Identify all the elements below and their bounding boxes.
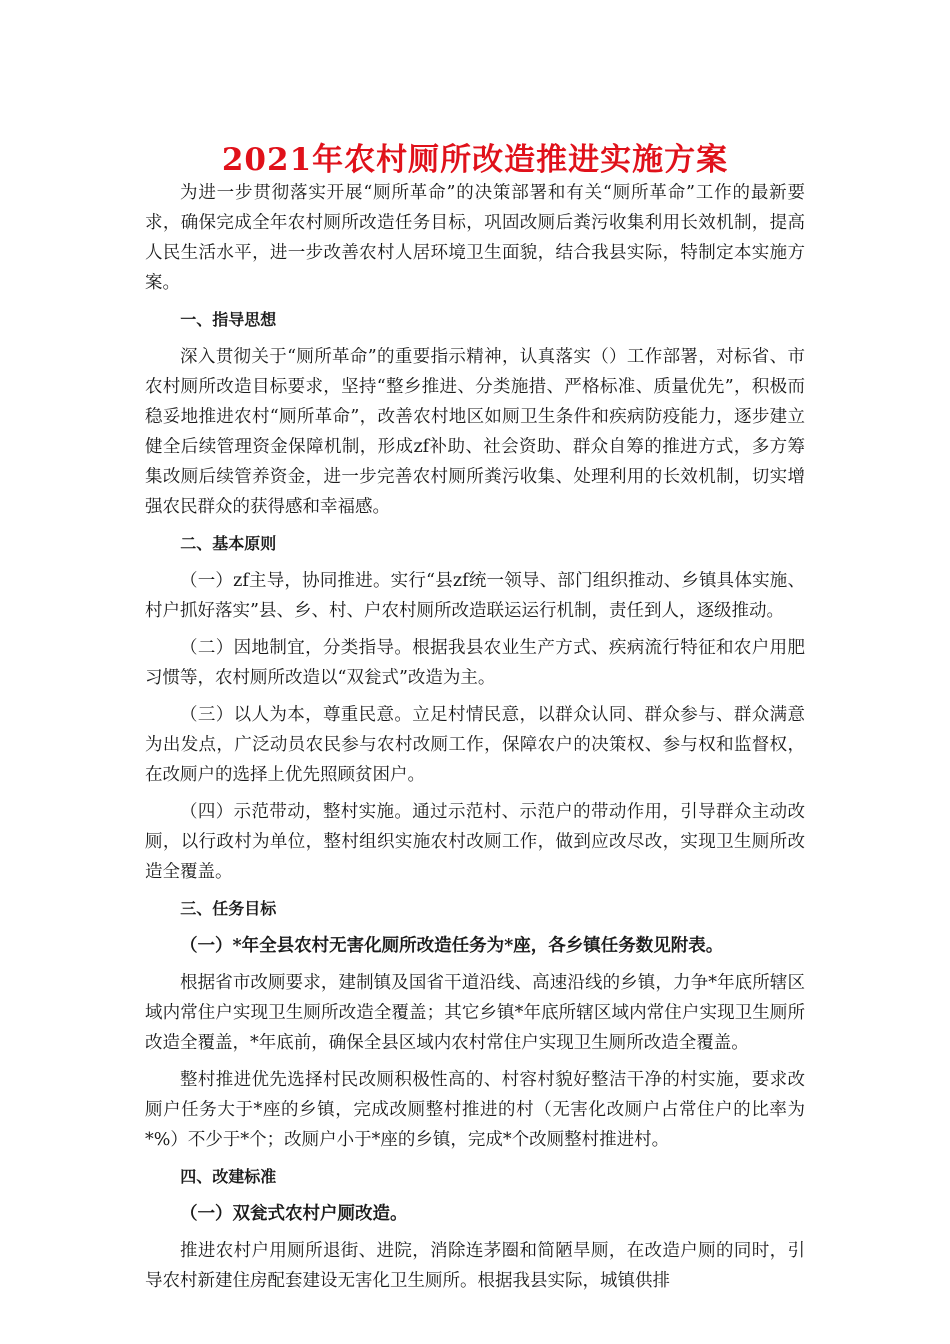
document-body — [145, 178, 805, 1303]
body-paragraph: 根据省市改厕要求，建制镇及国省干道沿线、高速沿线的乡镇，力争*年底所辖区域内常住户实现卫生厕所改造全覆盖；其它乡镇*年底所辖区域内常住户实现卫生厕所改造全覆盖，*年底前，确保全县区域内农村常住户实现卫生厕所改造全覆盖。 — [145, 973, 805, 1053]
body-paragraph: 深入贯彻关于“厕所革命”的重要指示精神，认真落实（）工作部署，对标省、市农村厕所改造目标要求，坚持“整乡推进、分类施措、严格标准、质量优先”，积极而稳妥地推进农村“厕所革命”，改善农村地区如厕卫生条件和疾病防疫能力，逐步建立健全后续管理资金保障机制，形成zf补助、社会资助、群众自筹的推进方式，多方筹集改厕后续管养资金，进一步完善农村厕所粪污收集、处理利用的长效机制，切实增强农民群众的获得感和幸福感。 — [145, 347, 805, 517]
body-paragraph: 为进一步贯彻落实开展“厕所革命”的决策部署和有关“厕所革命”工作的最新要求，确保完成全年农村厕所改造任务目标，巩固改厕后粪污收集利用长效机制，提高人民生活水平，进一步改善农村人居环境卫生面貌，结合我县实际，特制定本实施方案。 — [145, 183, 805, 293]
section-heading: 三、任务目标 — [180, 899, 277, 918]
body-paragraph: （三）以人为本，尊重民意。立足村情民意，以群众认同、群众参与、群众满意为出发点，广泛动员农民参与农村改厕工作，保障农户的决策权、参与权和监督权，在改厕户的选择上优先照顾贫困户。 — [145, 705, 805, 785]
section-heading: 一、指导思想 — [180, 310, 277, 329]
body-paragraph: （四）示范带动，整村实施。通过示范村、示范户的带动作用，引导群众主动改厕，以行政村为单位，整村组织实施农村改厕工作，做到应改尽改，实现卫生厕所改造全覆盖。 — [145, 802, 805, 882]
section-heading: 四、改建标准 — [180, 1167, 277, 1186]
body-paragraph: 整村推进优先选择村民改厕积极性高的、村容村貌好整洁干净的村实施，要求改厕户任务大于*座的乡镇，完成改厕整村推进的村（无害化改厕户占常住户的比率为*%）不少于*个；改厕户小于*座的乡镇，完成*个改厕整村推进村。 — [145, 1070, 805, 1150]
subsection-heading: （一）*年全县农村无害化厕所改造任务为*座，各乡镇任务数见附表。 — [180, 936, 724, 956]
section-heading: 二、基本原则 — [180, 534, 277, 553]
body-paragraph: （二）因地制宜，分类指导。根据我县农业生产方式、疾病流行特征和农户用肥习惯等，农村厕所改造以“双瓮式”改造为主。 — [145, 638, 805, 688]
subsection-heading: （一）双瓮式农村户厕改造。 — [180, 1204, 408, 1224]
document-title: 2021年农村厕所改造推进实施方案 — [221, 142, 729, 178]
body-paragraph: （一）zf主导，协同推进。实行“县zf统一领导、部门组织推动、乡镇具体实施、村户抓好落实”县、乡、村、户农村厕所改造联运运行机制，责任到人，逐级推动。 — [145, 571, 805, 621]
body-paragraph: 推进农村户用厕所退街、进院，消除连茅圈和简陋旱厕，在改造户厕的同时，引导农村新建住房配套建设无害化卫生厕所。根据我县实际，城镇供排 — [145, 1241, 805, 1291]
